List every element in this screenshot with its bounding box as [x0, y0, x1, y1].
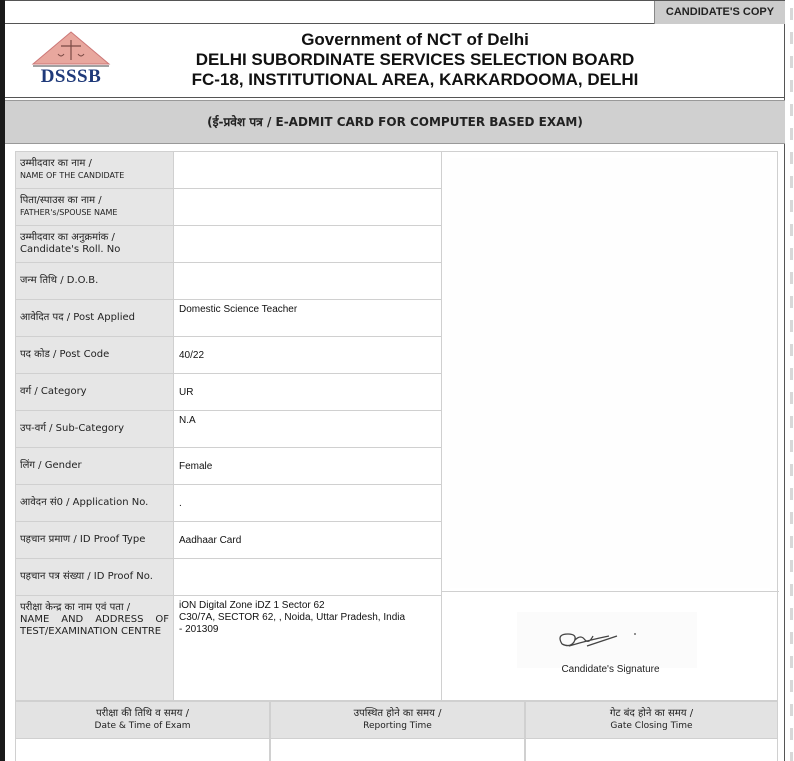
- centre-line-2: C30/7A, SECTOR 62, , Noida, Uttar Pradesh, India: [179, 612, 406, 623]
- row-post-code: [16, 337, 441, 374]
- signature-icon: [517, 612, 697, 668]
- field-label: पहचान प्रमाण / ID Proof Type: [16, 522, 174, 558]
- post-code-value: 40/22: [179, 349, 205, 361]
- field-label: पद कोड / Post Code: [16, 337, 174, 373]
- logo-emblem-icon: [25, 30, 117, 70]
- centre-line-1: iON Digital Zone iDZ 1 Sector 62: [179, 600, 325, 611]
- candidate-photo: [450, 158, 770, 588]
- field-label: लिंग / Gender: [16, 448, 174, 484]
- candidate-signature-image: [517, 612, 697, 668]
- dob-value: [174, 263, 441, 299]
- logo-text: DSSSB: [40, 66, 102, 87]
- post-applied-value: Domestic Science Teacher: [179, 304, 298, 315]
- field-label: जन्म तिथि / D.O.B.: [16, 263, 174, 299]
- id-proof-type-value: Aadhaar Card: [179, 534, 242, 546]
- photo-signature-column: [441, 152, 778, 700]
- header-exam-date-time: परीक्षा की तिथि व समय / Date & Time of Exam: [15, 701, 270, 739]
- header-reporting-time: उपस्थित होने का समय / Reporting Time: [270, 701, 525, 739]
- father-spouse-name-value: [174, 189, 441, 225]
- row-roll-no: [16, 226, 441, 263]
- row-id-proof-type: [16, 522, 441, 559]
- field-label: परीक्षा केन्द्र का नाम एवं पता / NAME AND ADDRESS OF TEST/EXAMINATION CENTRE: [16, 596, 174, 700]
- application-no-value: .: [179, 497, 182, 509]
- candidate-details-table: [15, 151, 778, 701]
- exam-centre-value: [174, 596, 441, 700]
- row-exam-centre: [16, 596, 441, 700]
- board-name: DELHI SUBORDINATE SERVICES SELECTION BOARD: [195, 50, 635, 69]
- header-gate-closing-time: गेट बंद होने का समय / Gate Closing Time: [525, 701, 778, 739]
- board-address: FC-18, INSTITUTIONAL AREA, KARKARDOOMA, DELHI: [191, 70, 639, 89]
- row-father-spouse-name: [16, 189, 441, 226]
- centre-line-3: - 201309: [179, 624, 219, 635]
- signature-caption: Candidate's Signature: [561, 664, 660, 675]
- dsssb-logo: [25, 30, 117, 88]
- page-edge-shadow: [790, 8, 793, 761]
- copy-row: [5, 0, 785, 24]
- candidates-copy-label: CANDIDATE'S COPY: [654, 1, 785, 24]
- field-label: उम्मीदवार का नाम / NAME OF THE CANDIDATE: [16, 152, 174, 188]
- exam-timing-table: [15, 701, 778, 761]
- gate-closing-time-value: [525, 739, 778, 761]
- field-label: पहचान पत्र संख्या / ID Proof No.: [16, 559, 174, 595]
- photo-divider: [442, 591, 779, 592]
- field-label: आवेदन सं0 / Application No.: [16, 485, 174, 521]
- exam-date-time-value: [15, 739, 270, 761]
- candidate-name-value: [174, 152, 441, 188]
- category-value: UR: [179, 386, 194, 398]
- id-proof-no-value: [174, 559, 441, 595]
- row-candidate-name: [16, 152, 441, 189]
- sub-category-value: N.A: [179, 415, 196, 426]
- reporting-time-value: [270, 739, 525, 761]
- gender-value: Female: [179, 460, 213, 472]
- organization-heading: [145, 30, 685, 90]
- row-sub-category: [16, 411, 441, 448]
- govt-line: Government of NCT of Delhi: [301, 30, 529, 49]
- roll-no-value: [174, 226, 441, 262]
- admit-card-title: (ई-प्रवेश पत्र / E-ADMIT CARD FOR COMPUTER BASED EXAM): [5, 100, 785, 144]
- field-label: उम्मीदवार का अनुक्रमांक / Candidate's Roll. No: [16, 226, 174, 262]
- field-label: आवेदित पद / Post Applied: [16, 300, 174, 336]
- row-application-no: [16, 485, 441, 522]
- row-gender: [16, 448, 441, 485]
- field-label: पिता/स्पाउस का नाम / FATHER's/SPOUSE NAME: [16, 189, 174, 225]
- header: [5, 24, 785, 98]
- row-dob: [16, 263, 441, 300]
- field-label: वर्ग / Category: [16, 374, 174, 410]
- admit-card: [5, 0, 785, 761]
- field-label: उप-वर्ग / Sub-Category: [16, 411, 174, 447]
- row-post-applied: [16, 300, 441, 337]
- row-id-proof-no: [16, 559, 441, 596]
- row-category: [16, 374, 441, 411]
